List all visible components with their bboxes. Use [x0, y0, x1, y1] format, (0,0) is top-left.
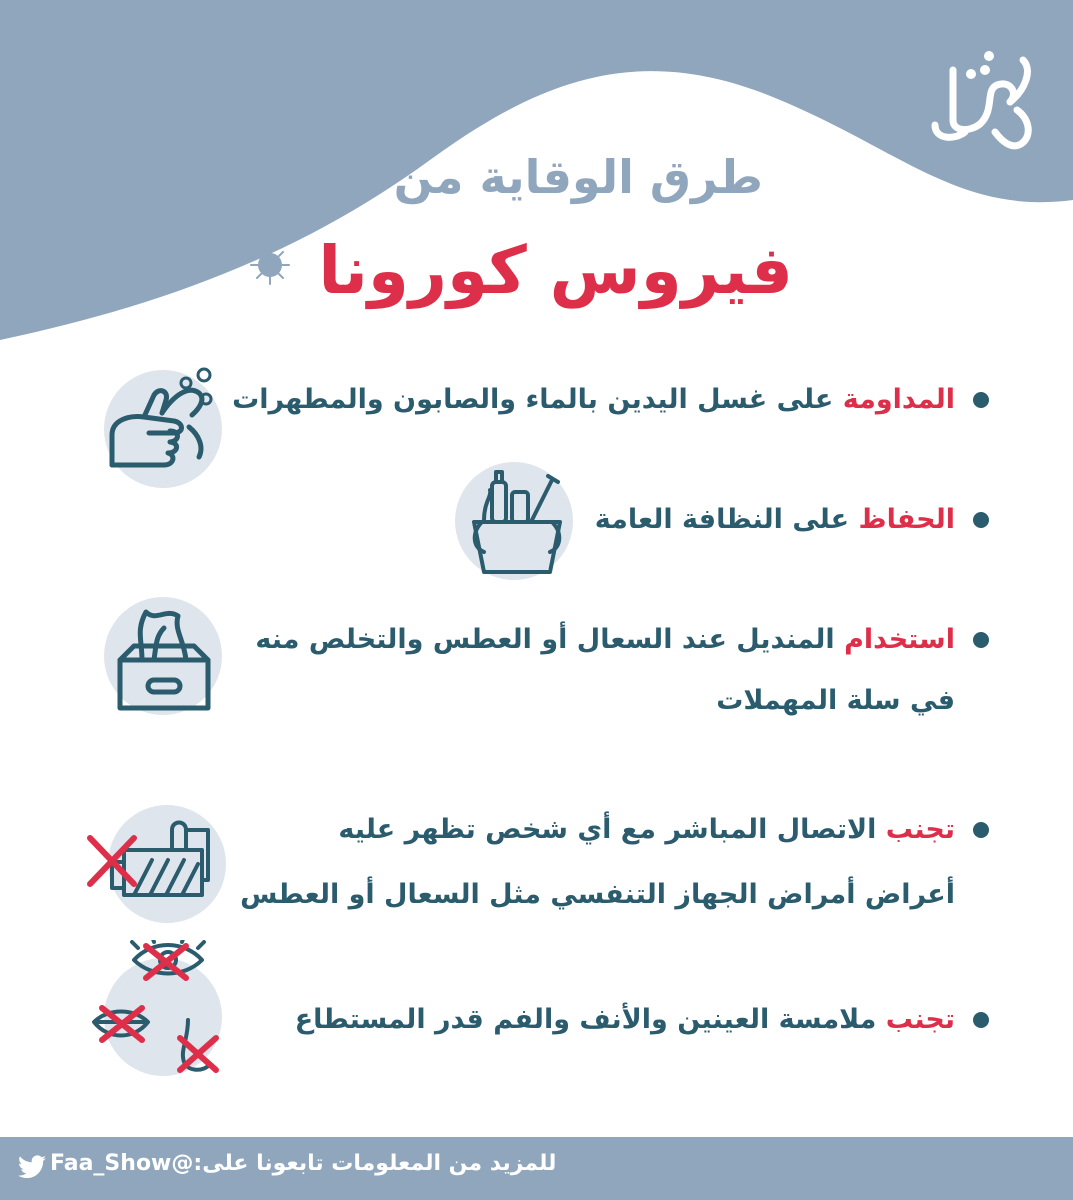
bullet [973, 1012, 989, 1028]
tip-3-text [225, 615, 955, 737]
tip-4-text [235, 805, 955, 935]
tip-3-rest: المنديل عند السعال أو العطس والتخلص منه [255, 624, 845, 655]
tip-1-rest: على غسل اليدين بالماء والصابون والمطهرات [232, 384, 843, 415]
no-handshake-icon [82, 800, 232, 915]
tip-4-rest: الاتصال المباشر مع أي شخص تظهر عليه [338, 814, 886, 845]
tip-4-rest-line-2: أعراض أمراض الجهاز التنفسي مثل السعال أو العطس [240, 879, 955, 910]
tip-1-lead: المداومة [842, 384, 955, 415]
tip-2-text [555, 495, 955, 545]
twitter-handle-link[interactable]: @Faa_Show [50, 1151, 194, 1176]
tip-2-lead: الحفاظ [858, 504, 955, 535]
tissue-box-icon [112, 600, 216, 715]
no-touch-face-icon [88, 940, 238, 1080]
tip-3-lead: استخدام [844, 624, 955, 655]
twitter-icon[interactable] [18, 1155, 46, 1179]
footer-text [50, 1151, 556, 1176]
tip-3-rest-line-2: في سلة المهملات [716, 685, 955, 716]
footer-bar [0, 1137, 1073, 1200]
tip-5-rest: ملامسة العينين والأنف والفم قدر المستطاع [294, 1004, 886, 1035]
footer-follow-text: للمزيد من المعلومات تابعونا على: [193, 1151, 557, 1176]
tip-5-lead: تجنب [885, 1004, 955, 1035]
tip-4-lead: تجنب [885, 814, 955, 845]
bullet [973, 822, 989, 838]
cleaning-bucket-icon [462, 462, 572, 582]
bullet [973, 632, 989, 648]
tip-1-text [215, 375, 955, 425]
bullet [973, 392, 989, 408]
title-line-2: فيروس كورونا [318, 232, 793, 309]
tip-5-text [275, 995, 955, 1045]
title-line-1: طرق الوقاية من [393, 150, 763, 204]
hand-washing-icon [104, 365, 224, 475]
tip-2-rest: على النظافة العامة [594, 504, 859, 535]
bullet [973, 512, 989, 528]
